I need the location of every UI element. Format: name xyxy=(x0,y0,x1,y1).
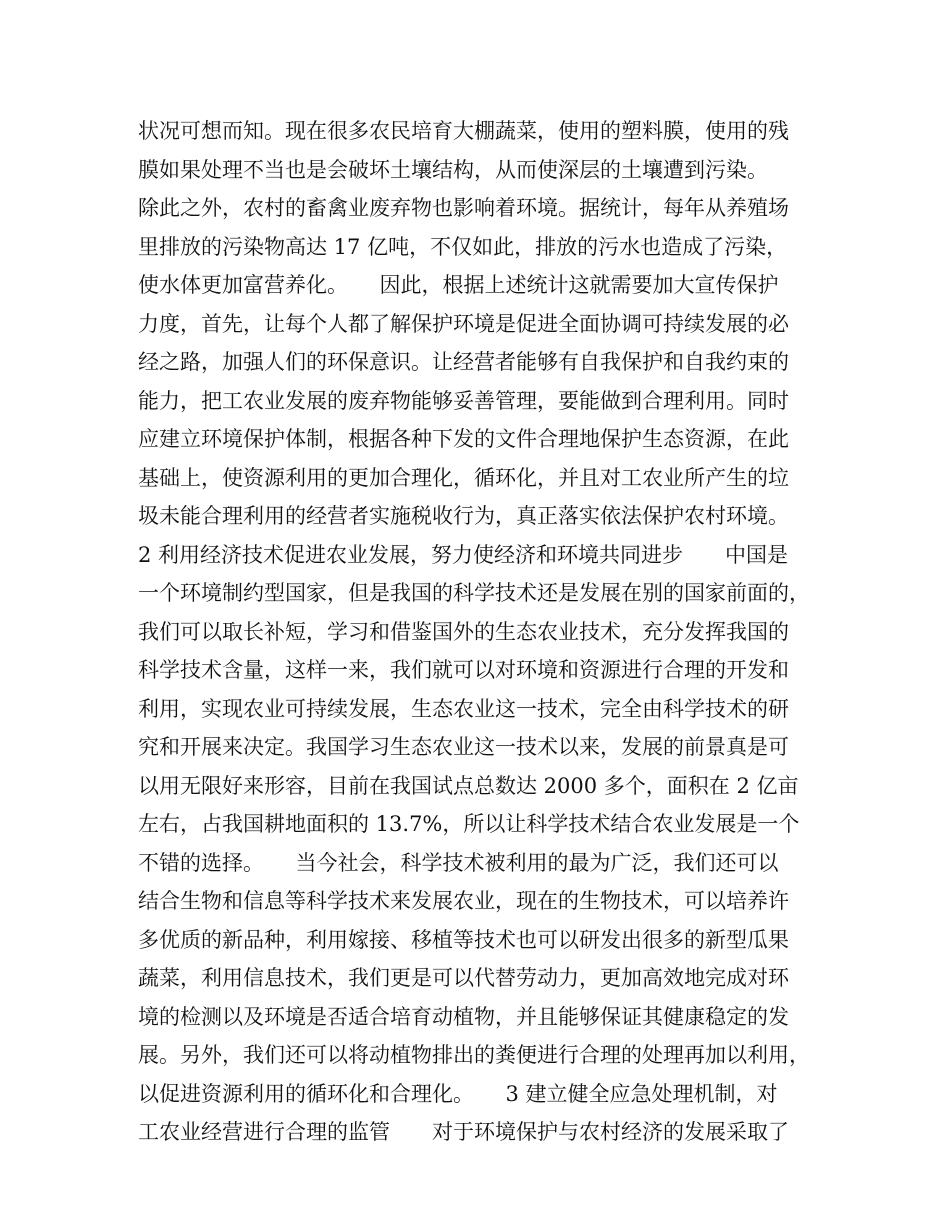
section-heading-line: 以促进资源利用的循环化和合理化。 3 建立健全应急处理机制，对 xyxy=(138,1081,778,1106)
text-line: 科学技术含量，这样一来，我们就可以对环境和资源进行合理的开发和 xyxy=(138,658,789,682)
text-line: 使水体更加富营养化。 因此，根据上述统计这就需要加大宣传保护 xyxy=(138,273,779,297)
body-text xyxy=(138,112,838,1152)
text-line: 一个环境制约型国家，但是我国的科学技术还是发展在别的国家前面的， xyxy=(138,581,810,605)
text-line: 究和开展来决定。我国学习生态农业这一技术以来，发展的前景真是可 xyxy=(138,735,789,759)
text-line: 我们可以取长补短，学习和借鉴国外的生态农业技术，充分发挥我国的 xyxy=(138,619,789,644)
text-line: 里排放的污染物高达 17 亿吨，不仅如此，排放的污水也造成了污染， xyxy=(138,234,788,259)
text-line: 基础上，使资源利用的更加合理化，循环化，并且对工农业所产生的垃 xyxy=(138,465,789,490)
text-line: 圾未能合理利用的经营者实施税收行为，真正落实依法保护农村环境。 xyxy=(138,504,789,528)
text-line: 应建立环境保护体制，根据各种下发的文件合理地保护生态资源，在此 xyxy=(138,427,789,451)
section-heading-line: 2 利用经济技术促进农业发展，努力使经济和环境共同进步 中国是 xyxy=(138,542,789,567)
text-line: 多优质的新品种，利用嫁接、移植等技术也可以研发出很多的新型瓜果 xyxy=(138,927,789,952)
text-line: 工农业经营进行合理的监管 对于环境保护与农村经济的发展采取了 xyxy=(138,1120,789,1144)
text-line: 利用，实现农业可持续发展，生态农业这一技术，完全由科学技术的研 xyxy=(138,696,789,721)
text-line: 膜如果处理不当也是会破坏土壤结构，从而使深层的土壤遭到污染。 xyxy=(138,157,768,182)
text-line: 蔬菜，利用信息技术，我们更是可以代替劳动力，更加高效地完成对环 xyxy=(138,966,789,990)
text-line: 经之路，加强人们的环保意识。让经营者能够有自我保护和自我约束的 xyxy=(138,350,789,374)
text-line: 以用无限好来形容，目前在我国试点总数达 2000 多个，面积在 2 亿亩 xyxy=(138,773,799,798)
text-line: 除此之外，农村的畜禽业废弃物也影响着环境。据统计，每年从养殖场 xyxy=(138,196,789,220)
text-line: 不错的选择。 当今社会，科学技术被利用的最为广泛，我们还可以 xyxy=(138,850,779,875)
text-line: 境的检测以及环境是否适合培育动植物，并且能够保证其健康稳定的发 xyxy=(138,1004,789,1029)
text-line: 结合生物和信息等科学技术来发展农业，现在的生物技术，可以培养许 xyxy=(138,889,789,913)
text-line: 状况可想而知。现在很多农民培育大棚蔬菜，使用的塑料膜，使用的残 xyxy=(138,119,789,143)
text-line: 展。另外，我们还可以将动植物排出的粪便进行合理的处理再加以利用， xyxy=(138,1043,810,1067)
text-line: 力度，首先，让每个人都了解保护环境是促进全面协调可持续发展的必 xyxy=(138,311,789,336)
text-line: 左右，占我国耕地面积的 13.7%，所以让科学技术结合农业发展是一个 xyxy=(138,812,800,836)
text-line: 能力，把工农业发展的废弃物能够妥善管理，要能做到合理利用。同时 xyxy=(138,388,789,413)
